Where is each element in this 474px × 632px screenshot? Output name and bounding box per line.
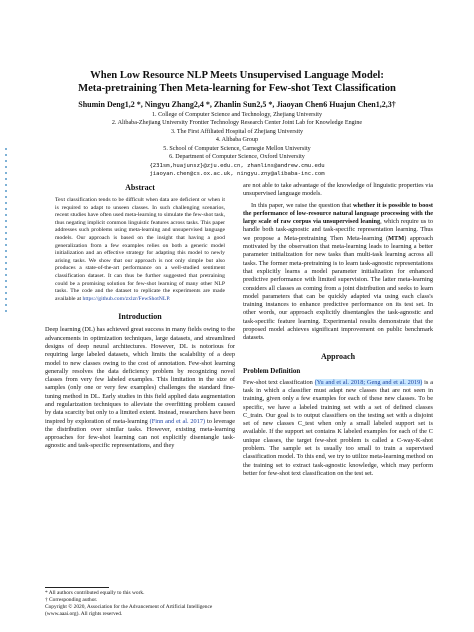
footnote-copyright: Copyright © 2020, Association for the Advancement of Artificial Intelligence (www.aaai.org). All rights reserved.	[45, 604, 213, 617]
footnote-corresponding: † Corresponding author.	[45, 597, 98, 603]
affiliation-3: 3. The First Affiliated Hospital of Zhejiang University	[170, 128, 304, 135]
footnotes	[45, 587, 235, 618]
arxiv-watermark	[3, 148, 9, 314]
right-paragraph-2	[243, 202, 433, 343]
right-paragraph-1: are not able to take advantage of the knowledge of linguistic properties via unsupervised language models.	[243, 182, 433, 198]
introduction-paragraph	[45, 326, 235, 450]
abstract-text: Text classification tends to be difficult when data are deficient or when it is required to adapt to unseen classes. In such challenging scenarios, recent studies have often used meta-learning to simulate the few-shot task, thus negating implicit common linguistic features across tasks. This paper addresses such problems using meta-learning and unsupervised language models. Our approach is based on the insight that having a good generalization from a few examples relies on both a generic model initialization and an effective strategy for adapting this model to newly arising tasks. We show that our approach is not only simple but also produces a state-of-the-art performance on a well-studied sentiment classification dataset. It can thus be further suggested that pretraining could be a promising solution for few-shot learning of many other NLP tasks. The code and the dataset to replicate the experiments are made available at	[55, 197, 225, 302]
introduction-heading: Introduction	[118, 312, 162, 322]
right-column	[243, 182, 433, 481]
affiliation-6: 6. Department of Computer Science, Oxford University	[169, 154, 305, 161]
email-line-2: jiaoyan.chen@cs.ox.ac.uk, ningyu.zny@alibaba-inc.com	[149, 171, 325, 178]
abstract-body	[55, 197, 225, 303]
pd-text-a: Few-shot text classification	[243, 378, 315, 386]
problem-definition-heading: Problem Definition	[243, 366, 301, 375]
title-line-2: Meta-pretraining Then Meta-learning for Few-shot Text Classification	[78, 82, 396, 94]
approach-heading: Approach	[320, 351, 356, 361]
rq-bold: whether it is possible to boost the performance of low-resource natural language processing with the large scale of raw corpus via unsupervised leaning	[243, 201, 434, 226]
left-column	[45, 182, 235, 454]
email-list	[30, 162, 444, 178]
affiliation-5: 5. School of Computer Science, Carnegie Mellon University	[163, 145, 311, 152]
rq-text-c: ) approach motivated by the observation that meta-learning leads to learning a better parameter initialization for new tasks than multi-task learning across all tasks. The former meta-pretraining is to learn task-agnostic representations that explicitly learns a model parameter initialization for enhanced predictive performance with limited supervision. The latter meta-learning considers all classes as coming from a joint distribution and seeks to learn model parameters that can be quickly adapted via using each class's training instances to enhance predictive performance on its test set. In other words, our approach explicitly disentangles the task-agnostic and task-specific feature learning. Experimental results demonstrate that the proposed model achieves significant improvement on public benchmark datasets.	[243, 234, 433, 342]
footnote-equal-contribution: * All authors contributed equally to this work.	[45, 590, 145, 596]
author-list: Shumin Deng1,2 *, Ningyu Zhang2,4 *, Zhanlin Sun2,5 *, Jiaoyan Chen6 Huajun Chen1,2,3†	[78, 100, 396, 109]
email-line-1: {231sm,huajunsz}@zju.edu.cn, zhanlins@andrew.cmu.edu	[149, 163, 325, 169]
rq-text-a: In this paper, we raise the question that	[251, 201, 353, 209]
intro-citation[interactable]: (Finn and et al. 2017)	[149, 417, 206, 425]
affiliation-1: 1. College of Computer Science and Technology, Zhejiang University	[152, 112, 322, 118]
paper-title	[30, 70, 444, 95]
affiliation-2: 2. Alibaba-Zhejiang University Frontier Technology Research Center Joint Lab for Knowledge Engine	[111, 120, 363, 127]
affiliation-4: 4. Alibaba Group	[215, 137, 259, 144]
pd-citation[interactable]: (Yu and et al. 2018; Geng and et al. 2019)	[314, 378, 423, 386]
affiliation-list	[30, 111, 444, 161]
code-link[interactable]: https://github.com/zxlzr/FewShotNLP.	[82, 295, 171, 302]
intro-text-a: Deep learning (DL) has achieved great success in many fields owing to the advancements in optimization techniques, large datasets, and streamlined designs of deep neural architectures. However, DL is notorious for requiring large labeled datasets, which limits the scalability of a deep model to new classes owing to the cost of annotation. Few-shot learning generally resolves the data deficiency problem by recognizing novel classes from very few labeled examples. This limitation in the size of samples (only one or very few examples) challenges the standard fine-tuning method in DL. Early studies in this field applied data augmentation and regularization techniques to alleviate the overfitting problem caused by data scarcity but only to a limited extent. Instead, researchers have been inspired by exploration of meta-learning	[45, 326, 235, 425]
abstract-heading: Abstract	[125, 183, 155, 192]
problem-definition-paragraph	[243, 379, 433, 479]
pd-text-b: is a task in which a classifier must adapt new classes that are not seen in training, given only a few examples for each of these new classes. To be specific, we have a labeled training set with a set of defined classes C_train. Our goal is to output classifiers on the testing set with a disjoint set of new classes C_test when only a small labeled support set is available. If the support set contains K labeled examples for each of the C unique classes, the target few-shot problem is called a C-way-K-shot problem. The sample set is usually too small to train a supervised classification model. To this end, we try to utilize meta-learning method on the training set to extract task-agnostic knowledge, which may perform better for few-shot text classification on the test set.	[243, 378, 433, 477]
footnote-rule	[45, 587, 109, 588]
rq-text-b: , which require us to handle both task-agnostic and task-specific representation learning. Thus we propose a Meta-pretraining Then Meta-learning (	[243, 218, 434, 242]
mtm-acronym: MTM	[388, 234, 405, 242]
intro-text-b: to leverage the distribution over similar tasks. However, existing meta-learning approaches for few-shot learning can not explicitly disentangle task-agnostic and task-specific representations, and they	[45, 417, 236, 450]
title-line-1: When Low Resource NLP Meets Unsupervised Language Model:	[90, 70, 384, 81]
